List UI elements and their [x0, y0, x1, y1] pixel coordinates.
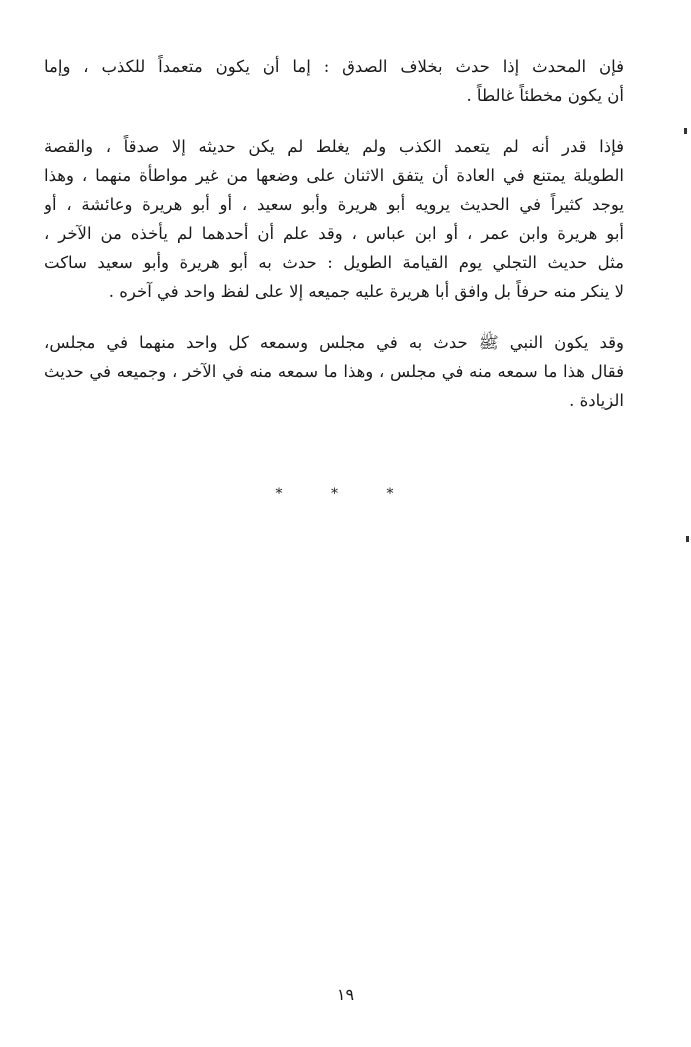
text-line: لا ينكر منه حرفاً بل وافق أبا هريرة عليه جميعه إلا على لفظ واحد في آخره .: [108, 282, 624, 301]
text-line: أن يكون مخطئاً غالطاً .: [466, 86, 624, 105]
section-break-asterisks: * * *: [275, 486, 416, 502]
paragraph-3: [44, 328, 624, 415]
page-body: [44, 52, 624, 437]
scan-edge-mark: [684, 128, 687, 134]
text-line: فقال هذا ما سمعه منه في مجلس ، وهذا ما سمعه منه في الآخر ، وجميعه في حديث: [44, 362, 624, 381]
text-line: مثل حديث التجلي يوم القيامة الطويل : حدث به أبو هريرة وأبو سعيد ساكت: [44, 253, 624, 272]
text-line: وقد يكون النبي ﷺ حدث به في مجلس وسمعه كل واحد منهما في مجلس،: [44, 333, 624, 352]
page-number: ١٩: [336, 985, 355, 1004]
scan-edge-mark: [686, 536, 689, 542]
text-line: فإن المحدث إذا حدث بخلاف الصدق : إما أن يكون متعمداً للكذب ، وإما: [44, 57, 624, 76]
text-line: الطويلة يمتنع في العادة أن يتفق الاثنان على وضعها من غير مواطأة منهما ، وهذا: [44, 166, 624, 185]
paragraph-2: [44, 132, 624, 306]
text-line: أبو هريرة وابن عمر ، أو ابن عباس ، وقد علم أن أحدهما لم يأخذه من الآخر ،: [44, 224, 624, 243]
text-line: الزيادة .: [569, 391, 624, 410]
text-line: يوجد كثيراً في الحديث يرويه أبو هريرة وأبو سعيد ، أو أبو هريرة وعائشة ، أو: [44, 195, 624, 214]
text-line: فإذا قدر أنه لم يتعمد الكذب ولم يغلط لم يكن حديثه إلا صدقاً ، والقصة: [44, 137, 624, 156]
paragraph-1: [44, 52, 624, 110]
